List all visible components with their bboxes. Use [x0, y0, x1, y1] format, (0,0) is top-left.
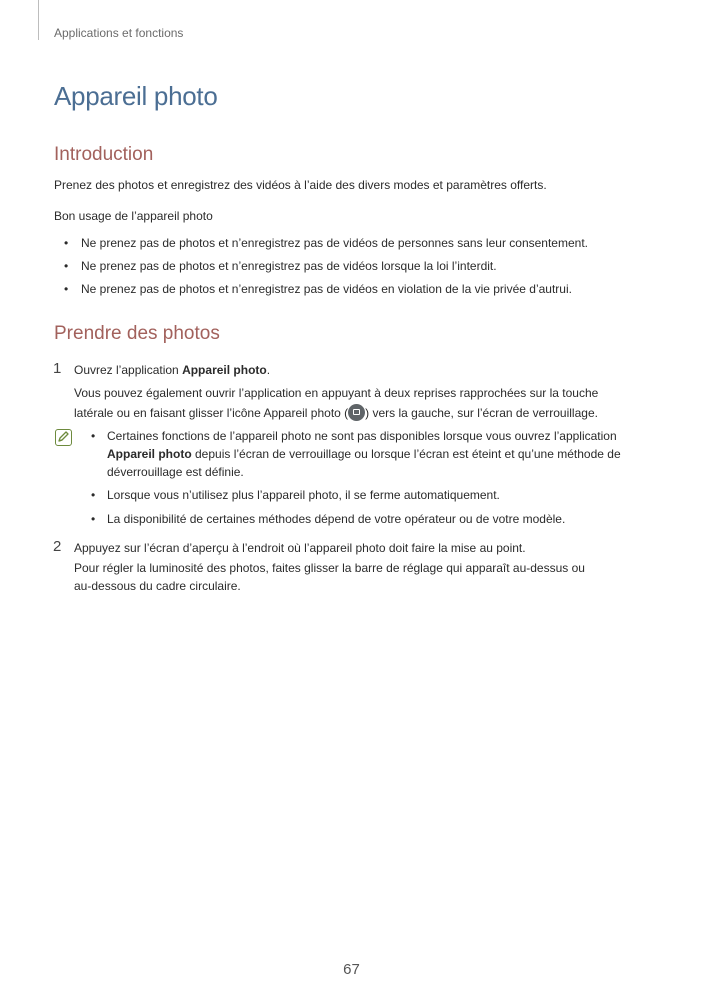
step-2-detail-line-2: au-dessous du cadre circulaire. [74, 579, 241, 593]
intro-title: Introduction [54, 144, 154, 165]
bullet-dot: • [91, 512, 96, 526]
note-icon [55, 429, 72, 446]
usage-subheading: Bon usage de l’appareil photo [54, 209, 213, 223]
step-2-text: Appuyez sur l’écran d’aperçu à l’endroit où l’appareil photo doit faire la mise au point. [74, 541, 526, 555]
note-bullet-1-line-1: Certaines fonctions de l’appareil photo ne sont pas disponibles lorsque vous ouvrez l’application [107, 429, 617, 443]
bullet-dot: • [91, 488, 96, 502]
page-title: Appareil photo [54, 81, 218, 111]
bullet-dot: • [64, 236, 69, 250]
camera-icon [348, 404, 365, 421]
note-bullet-2: Lorsque vous n’utilisez plus l’appareil photo, il se ferme automatiquement. [107, 488, 500, 502]
bullet-dot: • [64, 259, 69, 273]
note-bullet-3: La disponibilité de certaines méthodes dépend de votre opérateur ou de votre modèle. [107, 512, 566, 526]
step-1-text: Ouvrez l’application Appareil photo. [74, 363, 271, 377]
usage-bullet-1: Ne prenez pas de photos et n’enregistrez pas de vidéos de personnes sans leur consentement. [81, 236, 588, 250]
intro-paragraph: Prenez des photos et enregistrez des vidéos à l’aide des divers modes et paramètres offerts. [54, 178, 547, 192]
header-divider [38, 0, 39, 40]
step-1-number: 1 [53, 360, 62, 377]
app-name: Appareil photo [107, 447, 192, 461]
photos-title: Prendre des photos [54, 323, 220, 344]
bullet-dot: • [64, 282, 69, 296]
app-name: Appareil photo [182, 363, 267, 377]
section-header: Applications et fonctions [54, 26, 184, 40]
step-1-detail-line-1: Vous pouvez également ouvrir l’application en appuyant à deux reprises rapprochées sur la touche [74, 386, 599, 400]
usage-bullet-3: Ne prenez pas de photos et n’enregistrez pas de vidéos en violation de la vie privée d’autrui. [81, 282, 572, 296]
note-bullet-1-line-3: déverrouillage est définie. [107, 465, 244, 479]
page-number: 67 [343, 961, 360, 978]
usage-bullet-2: Ne prenez pas de photos et n’enregistrez pas de vidéos lorsque la loi l’interdit. [81, 259, 497, 273]
note-bullet-1-line-2: Appareil photo depuis l’écran de verrouillage ou lorsque l’écran est éteint et qu’une méthode de [107, 447, 621, 461]
step-1-detail-line-2: latérale ou en faisant glisser l’icône Appareil photo ( ) vers la gauche, sur l’écran de verrouillage. [74, 406, 598, 420]
bullet-dot: • [91, 429, 96, 443]
step-2-detail-line-1: Pour régler la luminosité des photos, faites glisser la barre de réglage qui apparaît au-dessus ou [74, 561, 585, 575]
step-2-number: 2 [53, 538, 62, 555]
